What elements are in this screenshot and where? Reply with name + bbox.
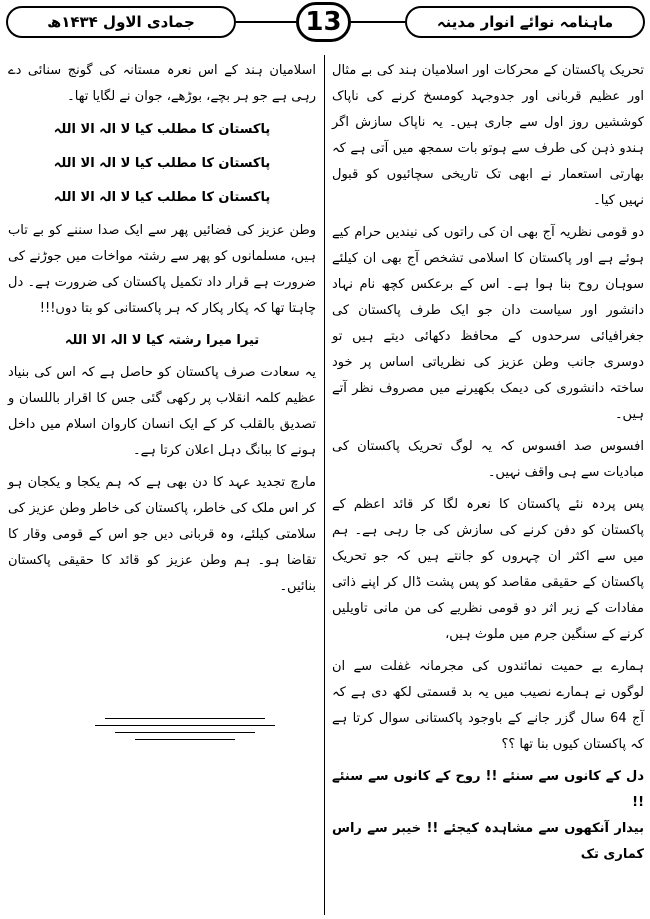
page-header <box>0 0 650 50</box>
paragraph: یہ سعادت صرف پاکستان کو حاصل ہے کہ اس کی بنیاد عظیم کلمہ انقلاب پر رکھی گئی جس کا اقرار باللسان و تصدیق بالقلب کر کے ایک انسان کاروان اسلام میں داخل ہونے کا ببانگ دہل اعلان کرتا ہے۔ <box>8 365 316 458</box>
decorative-rule <box>135 739 235 740</box>
paragraph: دو قومی نظریہ آج بھی ان کی راتوں کی نیندیں حرام کیے ہوئے ہے اور پاکستان کا اسلامی تشخص آج بھی ان کیلئے سوہان روح بنا ہوا ہے۔ اس کے برعکس کچھ نام نہاد دانشور اور سیاست دان جو ایک طرف پاکستان کی جغرافیائی سرحدوں کے محافظ دکھائی دیتے ہیں تو دوسری جانب وطن عزیز کی نظریاتی اساس پر خود ساختہ دانشوری کی دیمک بکھیرنے میں مصروف نظر آتے ہیں۔ <box>332 225 644 422</box>
intro-paragraph: اسلامیان ہند کے اس نعرہ مستانہ کی گونج سنائی دے رہی ہے جو ہر بچے، بوڑھے، جوان نے لگایا تھا۔ <box>8 63 316 104</box>
magazine-title: ماہنامہ نوائے انوار مدینہ <box>405 6 645 38</box>
header-rule-left <box>236 21 296 23</box>
paragraph: تحریک پاکستان کے محرکات اور اسلامیان ہند کی بے مثال اور عظیم قربانی اور جدوجہد کومسخ کرنے کی ناپاک کوششیں روز اول سے جاری ہیں۔ یہ ناپاک سازش اگر ہندو ذہن کی طرف سے ہوتو بات سمجھ میں آتی ہے کہ بھارتی استعمار نے ابھی تک تاریخی سچائیوں کو قبول نہیں کیا۔ <box>332 63 644 208</box>
motto-line: تیرا میرا رشتہ کیا لا الہ الا اللہ <box>64 333 260 348</box>
right-column <box>332 58 644 868</box>
decorative-rule <box>115 732 255 733</box>
issue-date-label: جمادی الاول ۱۴۳۴ھ <box>6 6 236 38</box>
paragraph: وطن عزیز کی فضائیں پھر سے ایک صدا سننے کو بے تاب ہیں، مسلمانوں کو پھر سے رشتہ مواخات میں جوڑنے کی ضرورت ہے قرار داد تکمیل پاکستان کی ضرورت ہے۔ دل چاہتا تھا کہ پکار پکار کہ ہر پاکستانی کو بتا دوں!!! <box>8 223 316 316</box>
end-of-article-rules <box>95 718 275 746</box>
poem-line: پاکستان کا مطلب کیا لا الہ الا اللہ <box>53 122 271 137</box>
closing-line: بیدار آنکھوں سے مشاہدہ کیجئے !! خیبر سے راس کماری تک <box>332 821 644 862</box>
paragraph: پس پردہ نئے پاکستان کا نعرہ لگا کر قائد اعظم کے پاکستان کو دفن کرنے کی سازش کی جا رہی ہے۔ ہم میں سے اکثر ان چہروں کو جانتے ہیں کہ جو تحریک پاکستان کے حقیقی مقاصد کو پس پشت ڈال کر اپنے ذاتی مفادات کے زیر اثر دو قومی نظریے کی من مانی تاویلیں کرنے کے سنگین جرم میں ملوث ہیں، <box>332 497 644 642</box>
paragraph: افسوس صد افسوس کہ یہ لوگ تحریک پاکستان کی مبادیات سے ہی واقف نہیں۔ <box>332 439 644 480</box>
paragraph: مارچ تجدید عہد کا دن بھی ہے کہ ہم یکجا و یکجان ہو کر اس ملک کی خاطر، پاکستان کی خاطر وطن عزیز کی سلامتی کیلئے، وہ قربانی دیں جو اس کے قومی وقار کا تقاضا ہو۔ ہم وطن عزیز کو قائد کا حقیقی پاکستان بنائیں۔ <box>8 475 316 594</box>
poem-line: پاکستان کا مطلب کیا لا الہ الا اللہ <box>53 190 271 205</box>
closing-line: دل کے کانوں سے سنئے !! روح کے کانوں سے سنئے !! <box>332 769 644 810</box>
page-number: 13 <box>296 2 351 42</box>
decorative-rule <box>105 718 265 719</box>
paragraph: ہمارے بے حمیت نمائندوں کی مجرمانہ غفلت سے ان لوگوں نے ہمارے نصیب میں یہ بد قسمتی لکھ دی ہے کہ آج 64 سال گزر جانے کے باوجود پاکستانی سوال کرتا ہے کہ پاکستان کیوں بنا تھا ؟؟ <box>332 659 644 752</box>
header-rule-right <box>351 21 405 23</box>
column-divider <box>324 55 325 915</box>
left-column <box>8 58 316 606</box>
decorative-rule <box>95 725 275 726</box>
poem-line: پاکستان کا مطلب کیا لا الہ الا اللہ <box>53 156 271 171</box>
